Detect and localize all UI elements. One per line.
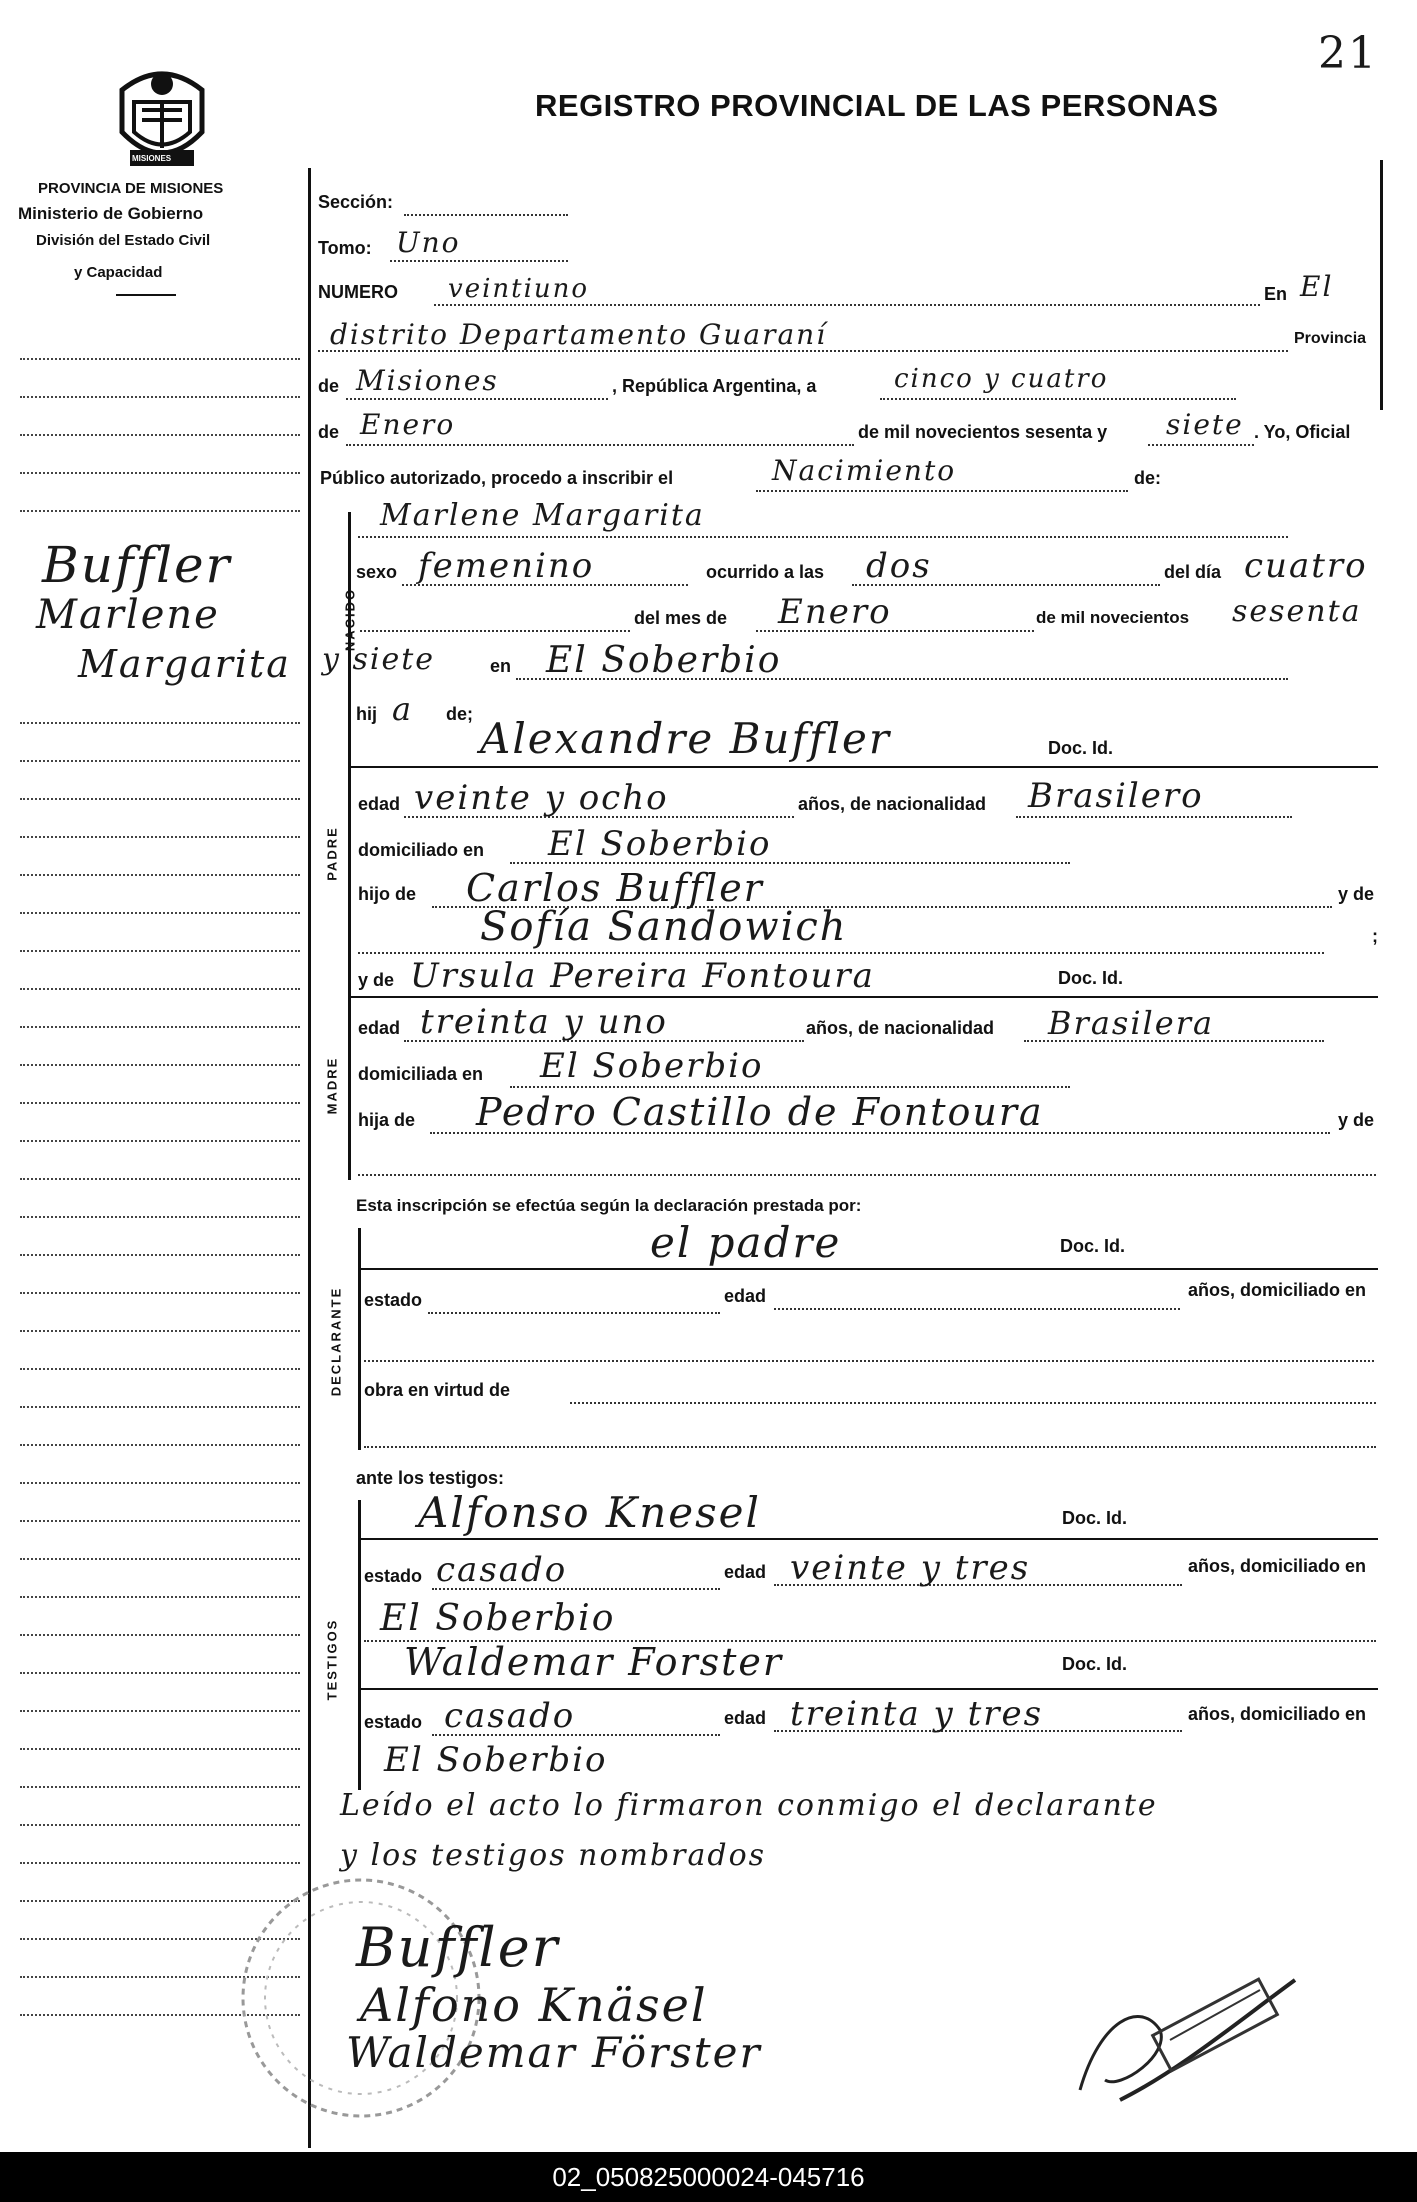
label-y-de-madre: y de [358,970,395,990]
closing-line-1: Leído el acto lo firmaron conmigo el declarante [340,1788,1158,1823]
label-seccion: Sección: [318,192,394,212]
padre-domicilio: El Soberbio [548,824,772,864]
office-underline [116,294,176,296]
provincia-value: Misiones [356,364,499,397]
office-capacity: y Capacidad [74,264,163,281]
label-estado-testigo2: estado [364,1712,423,1732]
sexo-value: femenino [418,546,595,586]
label-semicolon: ; [1372,926,1378,946]
label-obra: obra en virtud de [364,1380,511,1400]
document-title: REGISTRO PROVINCIAL DE LAS PERSONAS [535,88,1219,123]
label-estado-testigo1: estado [364,1566,423,1586]
label-tomo: Tomo: [318,238,372,258]
declarante-value: el padre [650,1218,842,1267]
fecha-dia-value: cinco y cuatro [894,364,1109,394]
testigos-rule-1 [358,1538,1378,1540]
padre-edad: veinte y ocho [414,778,669,818]
mes-value: Enero [360,408,456,441]
label-edad-madre: edad [358,1018,401,1038]
testigo1-estado: casado [436,1550,568,1590]
label-doc-id-testigo1: Doc. Id. [1062,1508,1128,1528]
image-id-footer: 02_050825000024-045716 [0,2152,1417,2202]
madre-domicilio: El Soberbio [540,1046,764,1086]
testigo2-domicilio: El Soberbio [384,1740,608,1780]
label-de-mes: de [318,422,340,442]
signature-witness-2: Waldemar Förster [346,2028,762,2077]
label-edad-testigo1: edad [724,1562,767,1582]
testigos-border [358,1500,361,1790]
label-de-mil: de mil novecientos sesenta y [858,422,1108,442]
label-numero: NUMERO [318,282,398,302]
mes-nac-value: Enero [778,592,892,632]
hij-suffix: a [392,690,414,728]
label-de-colon: de: [1134,468,1161,488]
testigo2-edad: treinta y tres [790,1694,1044,1734]
label-publico: Público autorizado, procedo a inscribir el [320,468,674,488]
label-anos-dom-declarante: años, domiciliado en [1188,1280,1367,1300]
en-value: El [1300,270,1334,303]
numero-value: veintiuno [448,274,590,304]
margin-middle-name: Margarita [78,642,291,686]
label-de-provincia: de [318,376,340,396]
madre-nacionalidad: Brasilera [1048,1004,1215,1042]
tomo-value: Uno [396,226,461,259]
label-doc-id-padre: Doc. Id. [1048,738,1114,758]
main-left-border [308,168,311,2148]
label-hijo-de: hijo de [358,884,416,904]
madre-top-rule [348,996,1378,998]
label-domiciliada-madre: domiciliada en [358,1064,484,1084]
declarante-border [358,1228,361,1450]
label-doc-id-testigo2: Doc. Id. [1062,1654,1128,1674]
label-anos-dom-testigo1: años, domiciliado en [1188,1556,1367,1576]
madre-border [348,968,351,1180]
label-del-dia: del día [1164,562,1222,582]
lugar-value: El Soberbio [546,640,782,681]
section-declarante: DECLARANTE [328,1286,344,1397]
testigo1-domicilio: El Soberbio [380,1598,616,1639]
label-estado-declarante: estado [364,1290,423,1310]
label-yo-oficial: . Yo, Oficial [1254,422,1351,442]
label-anos-nac-madre: años, de nacionalidad [806,1018,995,1038]
label-hija-de: hija de [358,1110,416,1130]
testigo2-estado: casado [444,1696,576,1736]
label-hij: hij [356,704,377,724]
hora-value: dos [866,546,932,586]
inscribe-value: Nacimiento [772,454,957,487]
anio-value: siete [1166,408,1244,441]
label-domiciliado-padre: domiciliado en [358,840,485,860]
distrito-value: distrito Departamento Guaraní [330,318,828,351]
officer-signature-stamp [1060,1960,1310,2120]
anio-nac-value-1: sesenta [1232,594,1362,629]
label-republica: , República Argentina, a [612,376,817,396]
testigo2-nombre: Waldemar Forster [404,1640,784,1684]
madre-hija-de: Pedro Castillo de Fontoura [476,1090,1044,1134]
declarante-top-rule [358,1268,1378,1270]
signature-father: Buffler [356,1916,560,1979]
label-en-lugar: en [490,656,512,676]
label-de-semi: de; [446,704,473,724]
label-de-mil-sesenta: de mil novecientos [1036,608,1190,627]
testigos-rule-2 [358,1688,1378,1690]
label-edad-padre: edad [358,794,401,814]
label-doc-id-madre: Doc. Id. [1058,968,1124,988]
padre-hijo-de: Carlos Buffler [466,866,764,910]
padre-border [348,722,351,968]
label-del-mes: del mes de [634,608,728,628]
testigo1-edad: veinte y tres [790,1548,1031,1588]
label-ante-testigos: ante los testigos: [356,1468,505,1488]
madre-nombre: Ursula Pereira Fontoura [410,956,875,996]
label-provincia: Provincia [1294,330,1367,347]
main-right-border [1380,160,1383,410]
anio-nac-value-2: y siete [322,642,436,677]
testigo1-nombre: Alfonso Knesel [418,1488,761,1537]
office-division: División del Estado Civil [36,232,211,249]
dia-value: cuatro [1244,546,1368,586]
seal-label: MISIONES [132,154,172,163]
label-anos-nac-padre: años, de nacionalidad [798,794,987,814]
label-en: En [1264,284,1288,304]
padre-nacionalidad: Brasilero [1028,776,1204,816]
section-nacido: NACIDO [342,587,358,652]
margin-surname: Buffler [42,536,232,594]
label-doc-id-declarante: Doc. Id. [1060,1236,1126,1256]
label-sexo: sexo [356,562,398,582]
page-number: 21 [1318,28,1378,79]
label-anos-dom-testigo2: años, domiciliado en [1188,1704,1367,1724]
inscripto-nombre: Marlene Margarita [380,498,705,533]
label-edad-testigo2: edad [724,1708,767,1728]
office-ministry: Ministerio de Gobierno [18,204,204,223]
section-madre: MADRE [324,1056,340,1115]
office-province: PROVINCIA DE MISIONES [38,180,224,197]
label-y-de-madre-2: y de [1338,1110,1375,1130]
label-declaracion: Esta inscripción se efectúa según la declaración prestada por: [356,1196,862,1215]
signature-witness-1: Alfono Knäsel [360,1978,708,2032]
padre-top-rule [348,766,1378,768]
margin-first-name: Marlene [36,592,220,638]
section-padre: PADRE [324,826,340,881]
label-ocurrido: ocurrido a las [706,562,825,582]
label-y-de-padre: y de [1338,884,1375,904]
label-edad-declarante: edad [724,1286,767,1306]
closing-line-2: y los testigos nombrados [340,1838,767,1873]
padre-nombre: Alexandre Buffler [480,714,891,763]
section-testigos: TESTIGOS [324,1618,340,1701]
madre-edad: treinta y uno [420,1002,668,1042]
padre-y-de: Sofía Sandowich [480,904,848,950]
